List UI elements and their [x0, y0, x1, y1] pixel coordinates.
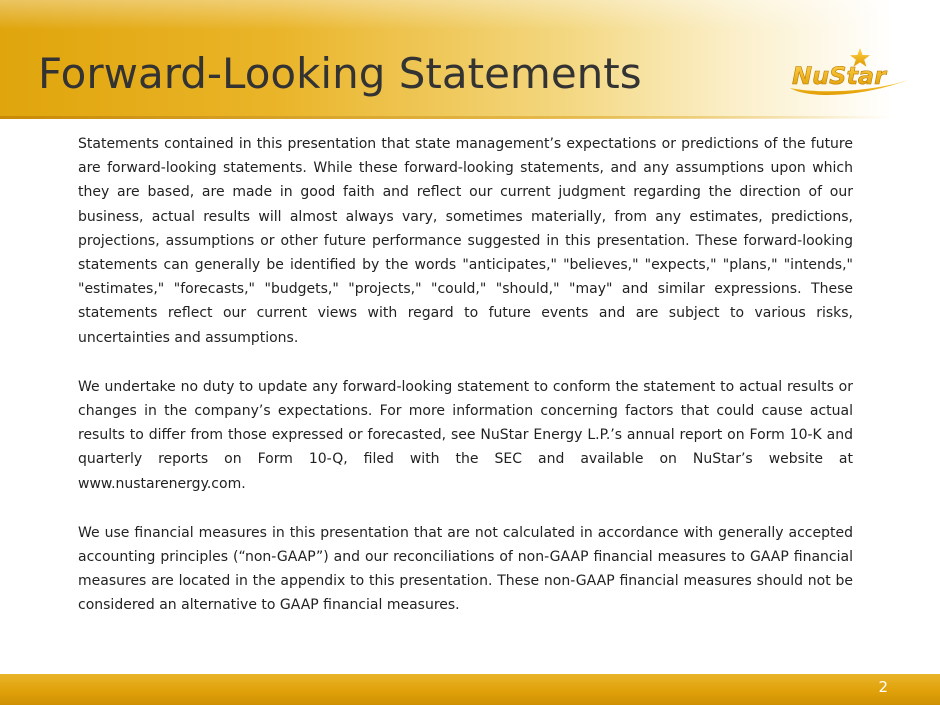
company-logo — [786, 44, 910, 104]
statement-body — [78, 132, 853, 643]
logo-wordmark: NuStar — [792, 62, 886, 90]
page-number: 2 — [878, 678, 888, 696]
footer-band — [0, 674, 940, 705]
header-divider — [0, 116, 940, 119]
paragraph-forward-looking: Statements contained in this presentation that state management’s expectations or predictions of the future are forward-looking statements. While these forward-looking statements, and any assumptions upon which they are based, are made in good faith and reflect our current judgment regarding the direction of our business, actual results will almost always vary, sometimes materially, from any estimates, predictions, projections, assumptions or other future performance suggested in this presentation. These forward-looking statements can generally be identified by the words "anticipates," "believes," "expects," "plans," "intends," "estimates," "forecasts," "budgets," "projects," "could," "should," "may" and similar expressions. These statements reflect our current views with regard to future events and are subject to various risks, uncertainties and assumptions. — [78, 136, 853, 346]
page-title: Forward-Looking Statements — [38, 49, 642, 98]
paragraph-no-duty: We undertake no duty to update any forward-looking statement to conform the statement to actual results or changes in the company’s expectations. For more information concerning factors that could cause actual results to differ from those expressed or forecasted, see NuStar Energy L.P.’s annual report on Form 10-K and quarterly reports on Form 10-Q, filed with the SEC and available on NuStar’s website at www.nustarenergy.com. — [78, 378, 853, 492]
paragraph-non-gaap: We use financial measures in this presentation that are not calculated in accordance with generally accepted accounting principles (“non-GAAP”) and our reconciliations of non-GAAP financial measures to GAAP financial measures are located in the appendix to this presentation. These non-GAAP financial measures should not be considered an alternative to GAAP financial measures. — [78, 524, 853, 614]
star-logo-icon — [786, 44, 910, 104]
